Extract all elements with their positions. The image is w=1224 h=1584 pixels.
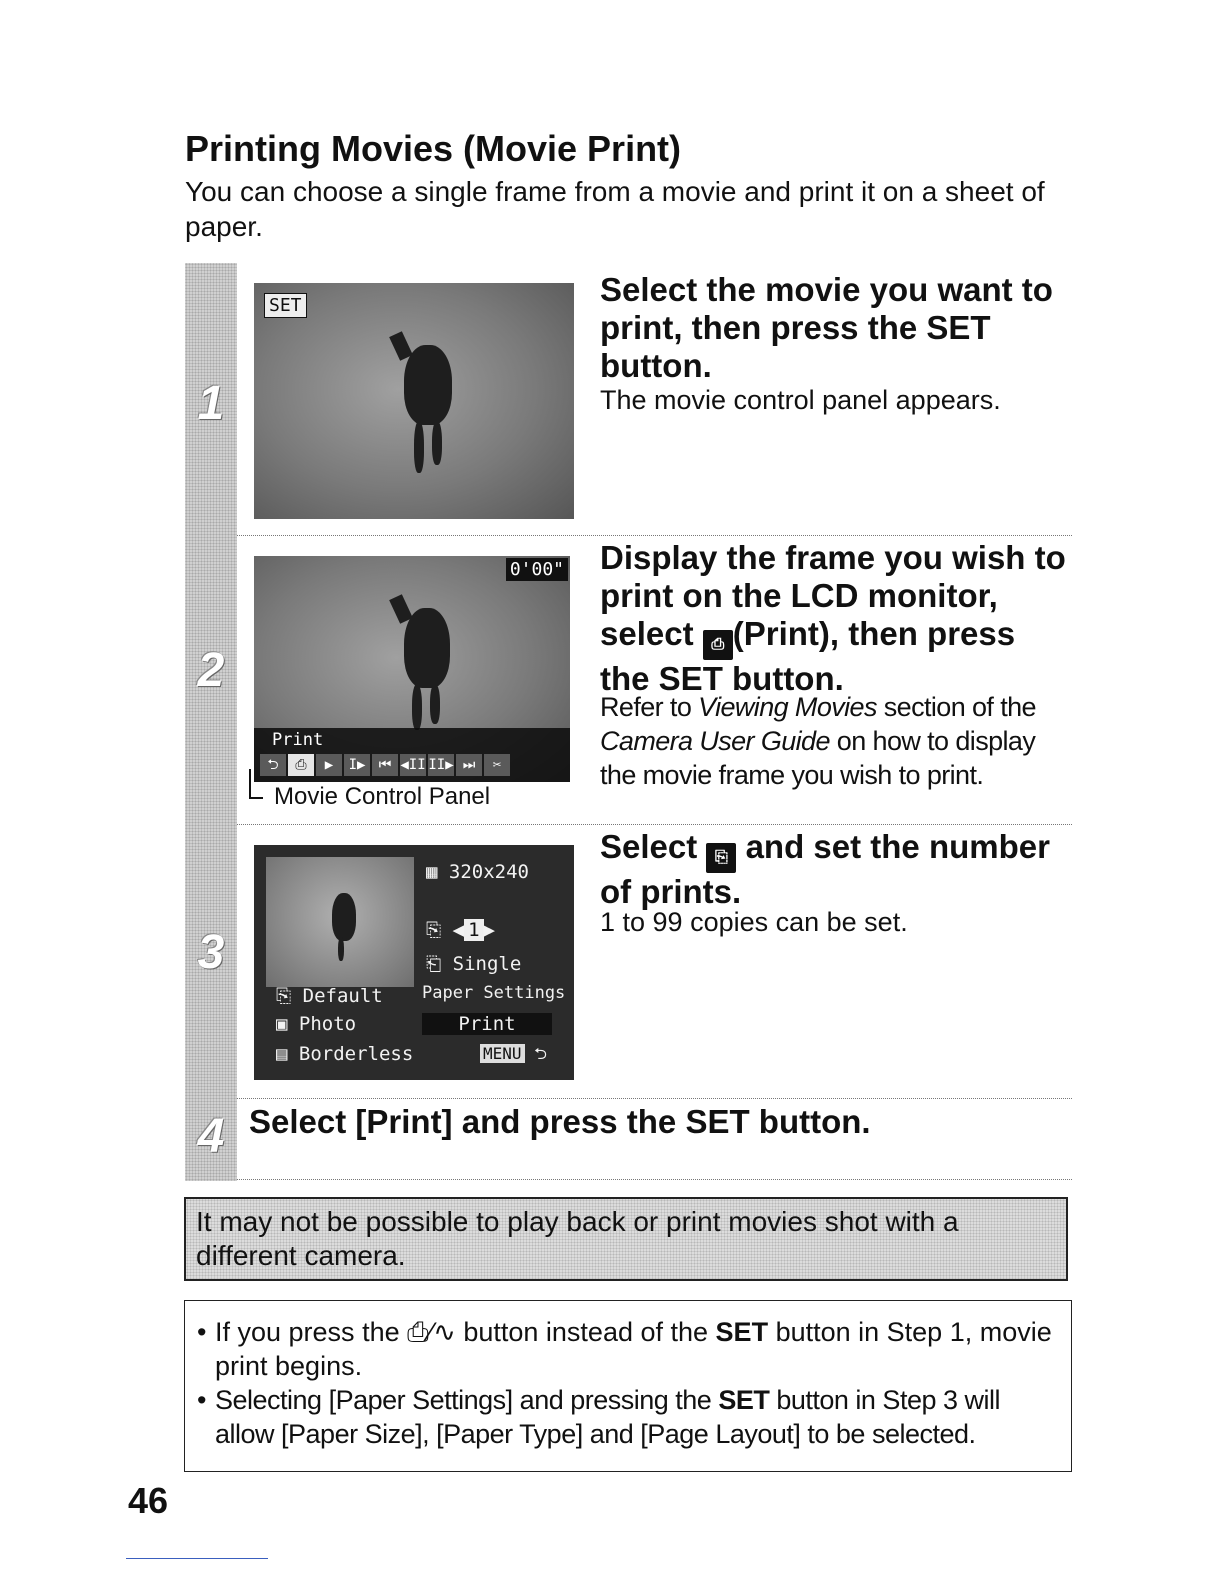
step-divider	[237, 1179, 1072, 1180]
step3-heading	[600, 828, 1070, 911]
step-divider	[237, 535, 1072, 536]
note-text: If you press the ⎙⁄∿ button instead of the SET button in Step 1, movie print begins.	[215, 1317, 1052, 1381]
bullet-icon: •	[197, 1317, 207, 1347]
time-readout: 0'00"	[506, 558, 568, 581]
dog-leg	[430, 684, 440, 724]
option-default[interactable]: ⎘ Default	[276, 985, 383, 1007]
step-divider	[237, 1098, 1072, 1099]
note-item	[197, 1315, 1057, 1383]
frame-thumbnail	[266, 857, 414, 987]
step-number-1: 1	[197, 377, 225, 430]
slow-motion-icon[interactable]: I▶	[344, 754, 370, 776]
dog-leg	[338, 937, 344, 961]
next-frame-icon[interactable]: II▶	[428, 754, 454, 776]
paper-settings-menu-item[interactable]: Paper Settings	[422, 983, 566, 1003]
step-number-2: 2	[197, 644, 225, 697]
option-borderless[interactable]: ▤ Borderless	[276, 1043, 414, 1065]
dog-leg	[432, 421, 442, 465]
movie-control-panel-callout: Movie Control Panel	[274, 783, 491, 810]
control-panel-print-label: Print	[272, 730, 324, 750]
step2-heading	[600, 539, 1070, 698]
note-text: Selecting [Paper Settings] and pressing the SET button in Step 3 will allow [Paper Size], [Paper Type] and [Page Layout] to be selected.	[215, 1385, 1000, 1449]
steps-panel	[185, 263, 1072, 1181]
step3-heading-part1: Select	[600, 828, 707, 865]
first-frame-icon[interactable]: ⏮	[372, 754, 398, 776]
menu-back-control[interactable]: MENU ⮌	[480, 1043, 547, 1070]
dog-figure	[404, 608, 450, 688]
bullet-icon: •	[197, 1385, 206, 1415]
dog-ear	[389, 331, 413, 360]
step2-body-part2: section of the	[876, 692, 1036, 722]
step2-heading-part1: Display the frame you wish to print on the LCD monitor, select	[600, 539, 1066, 652]
viewing-movies-reference: Viewing Movies	[698, 692, 877, 722]
last-frame-icon[interactable]: ⏭	[456, 754, 482, 776]
dog-figure	[404, 345, 452, 425]
step2-body-part1: Refer to	[600, 692, 699, 722]
play-icon[interactable]: ▶	[316, 754, 342, 776]
page-number: 46	[128, 1480, 169, 1521]
layout-label: ⎗ Single	[426, 953, 522, 975]
layout-value: Single	[452, 953, 522, 975]
camera-user-guide-reference: Camera User Guide	[600, 726, 830, 756]
step1-heading: Select the movie you want to print, then press the SET button.	[600, 271, 1053, 384]
movie-control-panel	[254, 728, 570, 782]
option-photo[interactable]: ▣ Photo	[276, 1013, 357, 1035]
dog-leg	[414, 421, 424, 473]
print-icon: ⎙	[703, 630, 733, 660]
dog-leg	[412, 684, 422, 730]
set-badge: SET	[264, 293, 307, 318]
step2-heading-part2: (Print), then press the SET button.	[600, 615, 1016, 697]
step2-body	[600, 690, 1070, 792]
copies-icon: ⎘	[706, 843, 736, 873]
step-number-3: 3	[197, 926, 225, 979]
caution-box	[184, 1197, 1068, 1281]
step2-body-part3: on how to display the movie frame you wish to print.	[600, 726, 1036, 790]
step1-body: The movie control panel appears.	[600, 385, 1001, 415]
resolution-label: ▦ 320x240	[426, 861, 529, 883]
print-menu-item[interactable]: Print	[422, 1013, 552, 1035]
callout-line	[249, 769, 263, 799]
notes-box	[184, 1300, 1072, 1472]
step3-body: 1 to 99 copies can be set.	[600, 907, 908, 937]
copies-selector[interactable]: ⎘ ◀ 1 ▶	[426, 919, 495, 941]
dog-figure	[332, 893, 356, 941]
note-item	[197, 1383, 1057, 1451]
footer-line	[126, 1558, 268, 1559]
print-icon[interactable]: ⎙	[288, 754, 314, 776]
page-title: Printing Movies (Movie Print)	[185, 128, 682, 169]
step4-heading: Select [Print] and press the SET button.	[249, 1103, 871, 1140]
dog-ear	[389, 594, 413, 623]
resolution-value: 320x240	[448, 861, 529, 883]
option-default-label: Default	[302, 985, 383, 1007]
edit-scissors-icon[interactable]: ✂	[484, 754, 510, 776]
option-photo-label: Photo	[298, 1013, 357, 1035]
step3-screen-image	[254, 845, 574, 1080]
previous-frame-icon[interactable]: ◀II	[400, 754, 426, 776]
step-divider	[237, 824, 1072, 825]
step3-heading-part2: and set the number of prints.	[600, 828, 1050, 910]
option-borderless-label: Borderless	[298, 1043, 414, 1065]
copies-value: 1	[464, 919, 483, 941]
exit-icon[interactable]: ⮌	[260, 754, 286, 776]
step2-screen-image	[254, 556, 570, 782]
caution-text: It may not be possible to play back or print movies shot with a different camera.	[196, 1206, 959, 1271]
print-share-icon: ⎙⁄∿	[407, 1317, 456, 1347]
intro-text: You can choose a single frame from a movie and print it on a sheet of paper.	[185, 176, 1045, 242]
step1-screen-image	[254, 283, 574, 519]
step-number-4: 4	[197, 1110, 225, 1163]
control-panel-icons	[254, 752, 570, 776]
